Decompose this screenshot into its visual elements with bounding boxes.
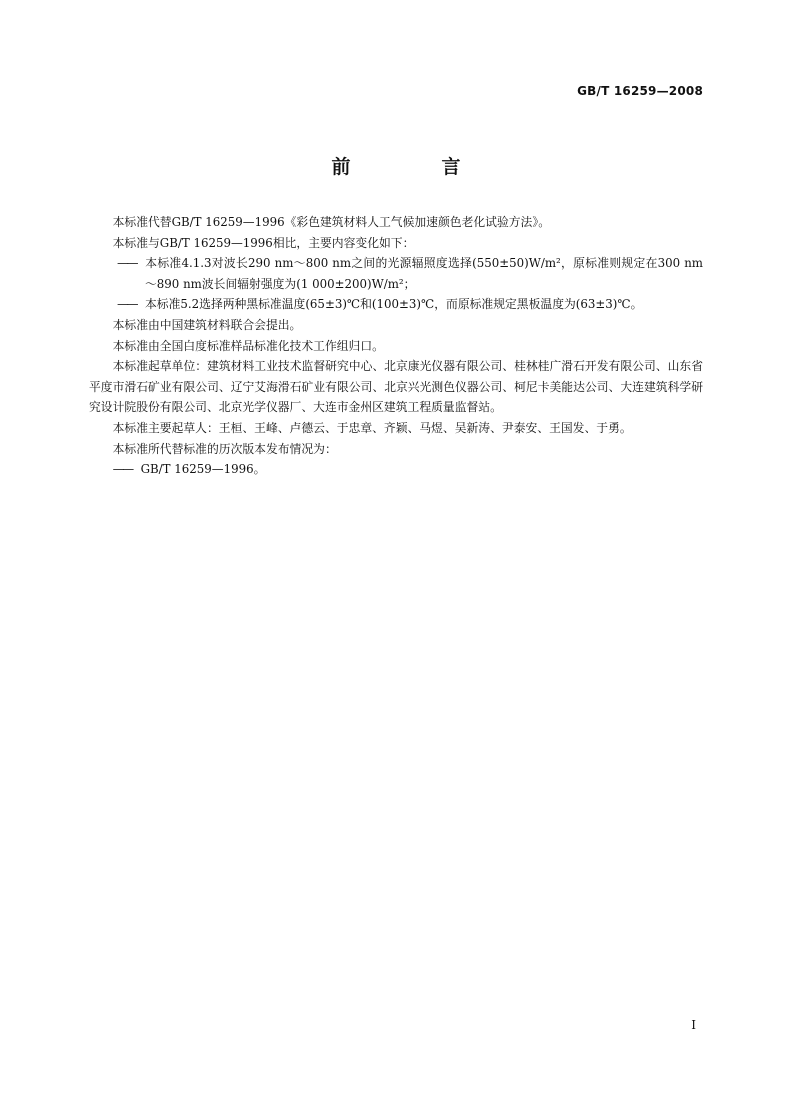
page-number: I bbox=[691, 1018, 696, 1032]
foreword-body bbox=[89, 212, 703, 480]
paragraph-supersedes: 本标准代替GB/T 16259—1996《彩色建筑材料人工气候加速颜色老化试验方法》。 bbox=[112, 215, 551, 229]
list-item-text: GB/T 16259—1996。 bbox=[140, 462, 266, 477]
list-item-irradiance-change bbox=[89, 253, 703, 294]
paragraph-changes-intro: 本标准与GB/T 16259—1996相比，主要内容变化如下： bbox=[112, 235, 415, 250]
list-item-previous-edition bbox=[89, 459, 703, 480]
paragraph-drafters: 本标准主要起草人：王桓、王峰、卢德云、于忠章、齐颖、马煜、吴新涛、尹泰安、王国发、于勇。 bbox=[112, 420, 632, 435]
list-item-text: 本标准4.1.3对波长290 nm～800 nm之间的光源辐照度选择(550±50)W/m²，原标准则规定在300 nm～890 nm波长间辐射强度为(1 000±200)W/m²； bbox=[145, 256, 703, 291]
paragraph-previous-editions: 本标准所代替标准的历次版本发布情况为： bbox=[112, 441, 337, 456]
dash-marker: —— bbox=[117, 297, 137, 312]
standard-number: GB/T 16259—2008 bbox=[577, 84, 703, 98]
list-item-text: 本标准5.2选择两种黑标准温度(65±3)℃和(100±3)℃，而原标准规定黑板温度为(63±3)℃。 bbox=[145, 297, 643, 312]
list-item-temperature-change bbox=[89, 294, 703, 315]
dash-marker: —— bbox=[112, 462, 133, 477]
paragraph-drafting-units: 本标准起草单位：建筑材料工业技术监督研究中心、北京康光仪器有限公司、桂林桂广滑石开发有限公司、山东省平度市滑石矿业有限公司、辽宁艾海滑石矿业有限公司、北京兴光测色仪器公司、柯尼卡美能达公司、大连建筑科学研究设计院股份有限公司、北京光学仪器厂、大连市金州区建筑工程质量监督站。 bbox=[89, 359, 703, 415]
paragraph-proposed-by: 本标准由中国建筑材料联合会提出。 bbox=[112, 317, 302, 332]
page-title: 前 言 bbox=[331, 156, 497, 178]
dash-marker: —— bbox=[117, 256, 137, 271]
paragraph-administered-by: 本标准由全国白度标准样品标准化技术工作组归口。 bbox=[112, 338, 384, 353]
